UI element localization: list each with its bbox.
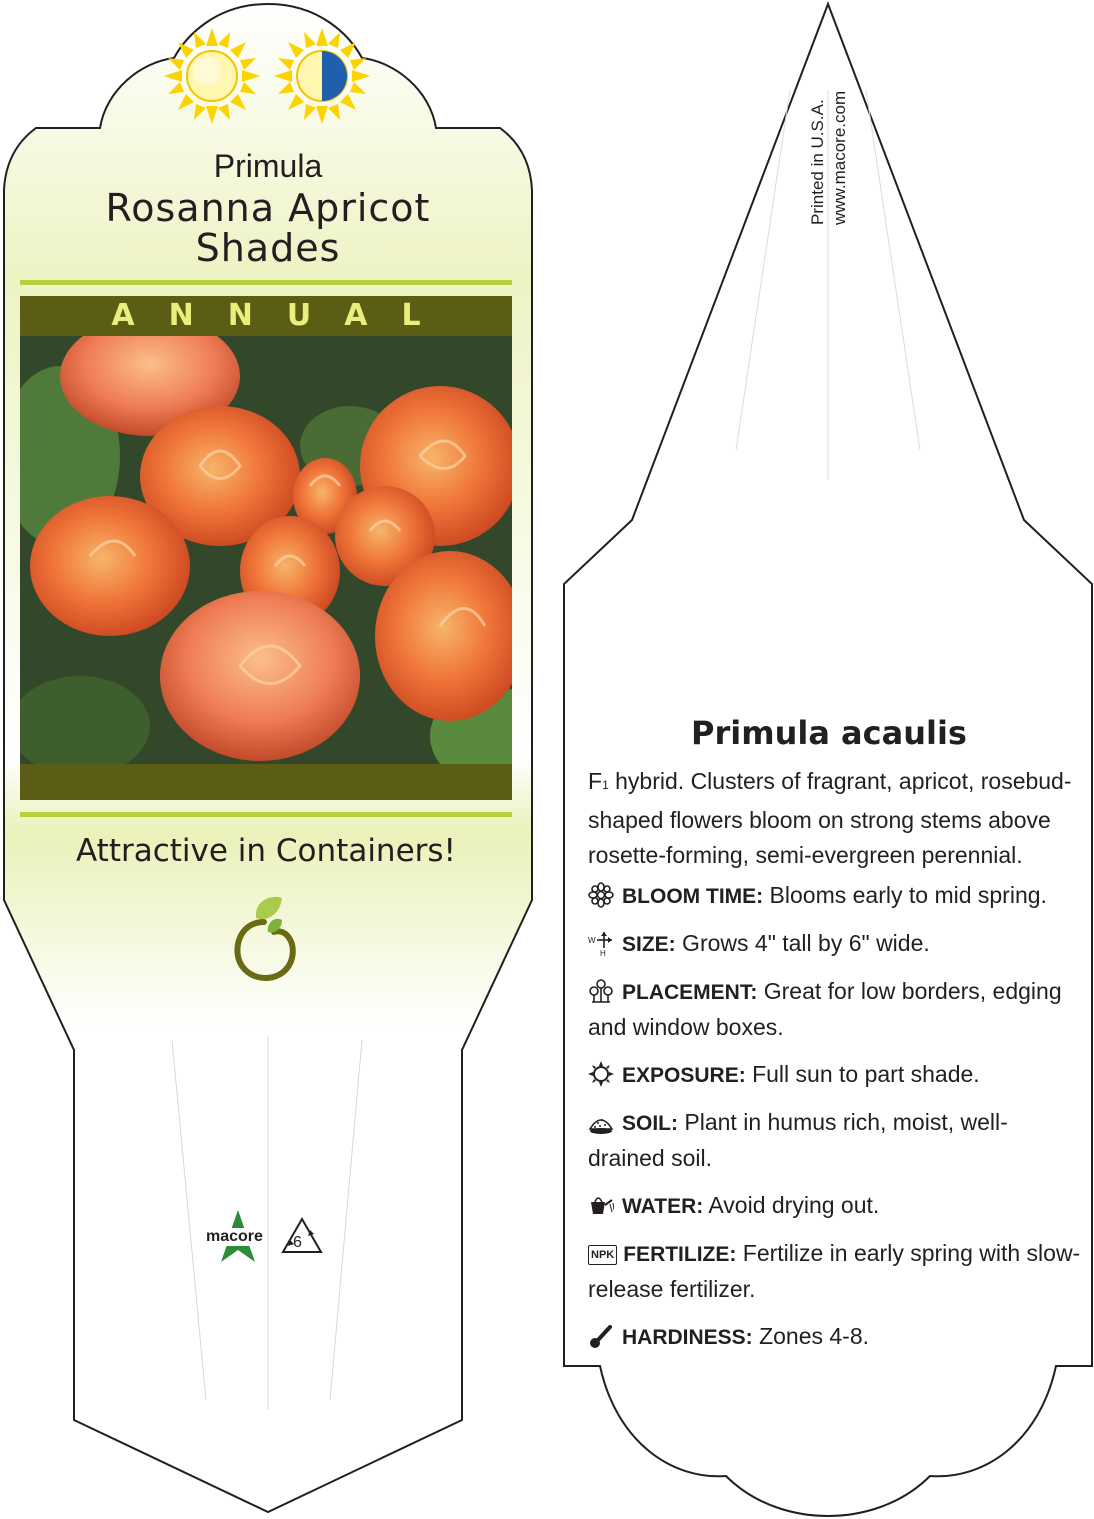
- plant-photo: [20, 336, 512, 764]
- care-text: Full sun to part shade.: [745, 1061, 980, 1087]
- care-label: FERTILIZE:: [623, 1243, 737, 1266]
- care-size: [588, 926, 1083, 962]
- website: www.macore.com: [830, 90, 849, 225]
- care-label: HARDINESS:: [622, 1326, 753, 1349]
- care-text: Avoid drying out.: [703, 1192, 880, 1218]
- care-bloom-time: [588, 878, 1083, 914]
- care-text: Great for low borders, edging and window boxes.: [588, 978, 1062, 1040]
- hardiness-icon: [588, 1323, 614, 1349]
- photo-bottom-band: [20, 764, 512, 800]
- category-band: ANNUAL: [20, 296, 512, 336]
- svg-text:H: H: [600, 949, 606, 956]
- cultivar-line-1: Rosanna Apricot: [105, 186, 431, 230]
- care-fertilize: [588, 1236, 1083, 1307]
- botanical-name: Primula acaulis: [691, 714, 967, 752]
- full-sun-icon: [162, 26, 262, 126]
- fertilize-icon: NPK: [588, 1245, 617, 1265]
- genus-name: Primula: [213, 148, 323, 184]
- care-water: [588, 1188, 1083, 1224]
- care-text: Fertilize in early spring with slow-release fertilizer.: [588, 1240, 1081, 1302]
- care-text: Plant in humus rich, moist, well-drained soil.: [588, 1109, 1008, 1171]
- care-label: BLOOM TIME:: [622, 885, 764, 908]
- care-text: Blooms early to mid spring.: [763, 882, 1047, 908]
- care-soil: [588, 1105, 1083, 1176]
- care-placement: [588, 974, 1083, 1045]
- printed-info: [808, 91, 852, 225]
- water-icon: [588, 1192, 614, 1218]
- care-label: SIZE:: [622, 933, 676, 956]
- description-subscript: 1: [602, 778, 609, 792]
- soil-icon: [588, 1109, 614, 1135]
- bloom-icon: [588, 882, 614, 908]
- exposure-icon: [588, 1061, 614, 1087]
- recycle-icon: [280, 1216, 324, 1256]
- part-shade-icon: [272, 26, 372, 126]
- plant-description: [588, 764, 1083, 873]
- care-instructions: [588, 878, 1083, 1367]
- cultivar-line-2: Shades: [195, 226, 341, 270]
- care-label: EXPOSURE:: [622, 1064, 746, 1087]
- divider-bottom: [20, 812, 512, 817]
- cultivar-name: [20, 188, 516, 268]
- leaf-swirl-logo: [226, 892, 306, 988]
- printed-origin: Printed in U.S.A.: [808, 99, 827, 225]
- tagline: Attractive in Containers!: [76, 833, 456, 869]
- care-text: Zones 4-8.: [752, 1323, 870, 1349]
- care-hardiness: [588, 1319, 1083, 1355]
- rose-flowers-illustration: [20, 336, 512, 764]
- placement-icon: [588, 978, 614, 1004]
- care-label: WATER:: [622, 1195, 704, 1218]
- divider-top: [20, 280, 512, 285]
- description-text: hybrid. Clusters of fragrant, apricot, rosebud-shaped flowers bloom on strong stems above rosette-forming, semi-evergreen perennial.: [588, 768, 1072, 868]
- care-label: PLACEMENT:: [622, 981, 758, 1004]
- care-label: SOIL:: [622, 1112, 678, 1135]
- care-text: Grows 4" tall by 6" wide.: [675, 930, 930, 956]
- description-prefix: F: [588, 768, 603, 794]
- brand-name: macore: [206, 1228, 263, 1245]
- svg-text:W: W: [588, 936, 596, 945]
- size-icon: [588, 930, 614, 956]
- recycle-code: 6: [293, 1234, 302, 1251]
- care-exposure: [588, 1057, 1083, 1093]
